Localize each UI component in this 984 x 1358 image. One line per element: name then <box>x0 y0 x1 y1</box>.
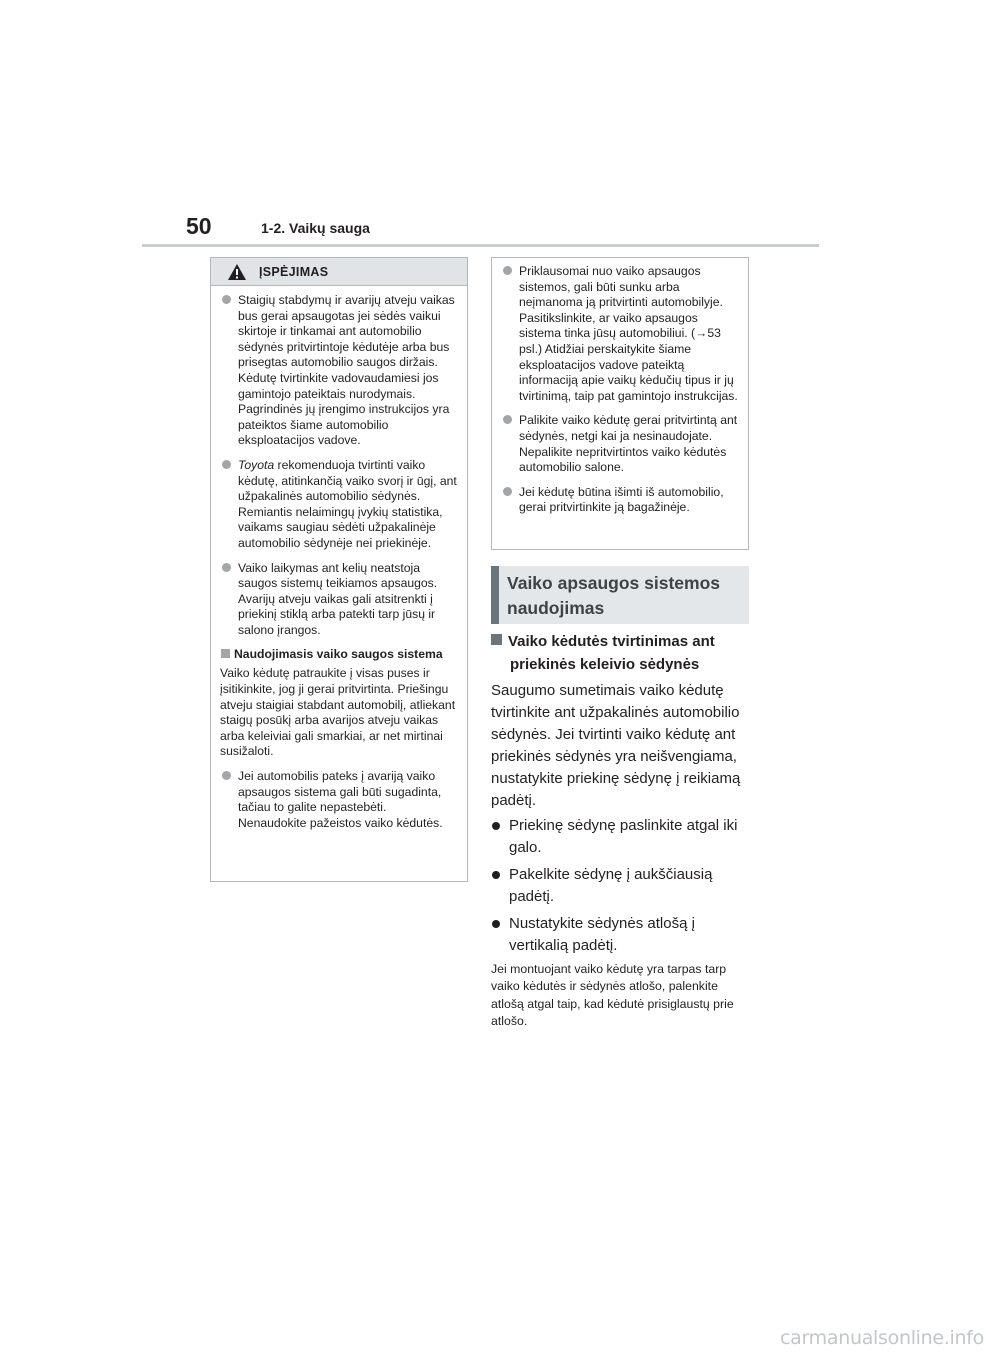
warning-title: ĮSPĖJIMAS <box>259 264 329 279</box>
page-ref-link[interactable]: 53 psl. <box>519 326 721 356</box>
warning-bullet: Toyota rekomenduoja tvirtinti vaiko kėdutę, atitinkančią vaiko svorį ir ūgį, ant užpakalinės automobilio sėdynės. Remiantis nelaimingų įvykių statistika, vaikams saugiau sėdėti užpakalinėje automobilio sėdynėje nei priekinėje. <box>220 458 457 552</box>
arrow-ref-icon: → <box>695 326 708 341</box>
warning-triangle-icon <box>227 263 247 281</box>
warning-box <box>210 257 468 882</box>
note-paragraph: Jei montuojant vaiko kėdutę yra tarpas tarp vaiko kėdutės ir sėdynės atlošo, palenkite atlošą atgal taip, kad kėdutė prisiglaustų prie atlošo. <box>491 962 734 1029</box>
warning-bullet: Staigių stabdymų ir avarijų atveju vaikas bus gerai apsaugotas jei sėdės vaikui skirtoje ir tinkamai ant automobilio sėdynės pritvirtintoje kėdutėje arba bus prisegtas automobilio saugos diržais. Kėdutę tvirtinkite vadovaudamiesi jos gamintojo pateiktais nurodymais. Pagrindinės jų įrengimo instrukcijos yra pateiktos šiame automobilio eksploatacijos vadove. <box>220 293 457 449</box>
info-box <box>491 257 749 550</box>
steps-list <box>491 815 753 962</box>
sub-heading: Vaiko kėdutės tvirtinimas ant priekinės keleivio sėdynės <box>491 630 753 676</box>
list-item: Priekinę sėdynę paslinkite atgal iki galo. <box>491 815 753 859</box>
info-bullet: Jei kėdutę būtina išimti iš automobilio, gerai pritvirtinkite ją bagažinėje. <box>501 485 738 516</box>
list-item: Nustatykite sėdynės atlošą į vertikalią padėtį. <box>491 913 753 957</box>
body-paragraph: Saugumo sumetimais vaiko kėdutę tvirtinkite ant užpakalinės automobilio sėdynės. Jei tvirtinti vaiko kėdutę ant priekinės sėdynės yra neišvengiama, nustatykite priekinę sėdynę į reikiamą padėtį. <box>491 682 741 809</box>
section-title: 1-2. Vaikų sauga <box>261 220 370 236</box>
list-item: Pakelkite sėdynę į aukščiausią padėtį. <box>491 864 753 908</box>
header-rule <box>142 244 819 247</box>
info-bullet: Priklausomai nuo vaiko apsaugos sistemos, gali būti sunku arba neįmanoma ją pritvirtinti automobilyje. Pasitikslinkite, ar vaiko apsaugos sistema tinka jūsų automobiliui. (→53 psl.) Atidžiai perskaitykite šiame eksploatacijos vadove pateiktą informaciją apie vaikų kėdučių tipus ir jų tvirtinimą, taip pat gamintojo instrukcijas. <box>501 264 738 404</box>
warning-subheading: Naudojimasis vaiko saugos sistema <box>220 647 457 661</box>
warning-bullet: Jei automobilis pateks į avariją vaiko apsaugos sistema gali būti sugadinta, tačiau to galite nepastebėti. Nenaudokite pažeistos vaiko kėdutės. <box>220 769 457 831</box>
square-bullet-icon <box>491 634 502 645</box>
page-number: 50 <box>186 213 212 239</box>
section-heading: Vaiko apsaugos sistemos naudojimas <box>491 566 749 624</box>
footer-watermark: carmanualsonline.info <box>780 1327 984 1349</box>
warning-header <box>211 258 467 286</box>
warning-bullet: Vaiko laikymas ant kelių neatstoja saugos sistemų teikiamos apsaugos. Avarijų atveju vaikas gali atsitrenkti į priekinį stiklą arba patekti tarp jūsų ir salono įrangos. <box>220 561 457 639</box>
info-bullet: Palikite vaiko kėdutę gerai pritvirtintą ant sėdynės, netgi kai ja nesinaudojate. Nepalikite nepritvirtintos vaiko kėdutės automobilio salone. <box>501 413 738 475</box>
warning-paragraph: Vaiko kėdutę patraukite į visas puses ir įsitikinkite, jog ji gerai pritvirtinta. Priešingu atveju staigiai stabdant automobilį, atliekant staigų posūkį arba avarijos atveju vaikas arba keleiviai gali smarkiai, ar net mirtinai susižaloti. <box>220 666 456 759</box>
brand-name: Toyota <box>238 457 275 472</box>
